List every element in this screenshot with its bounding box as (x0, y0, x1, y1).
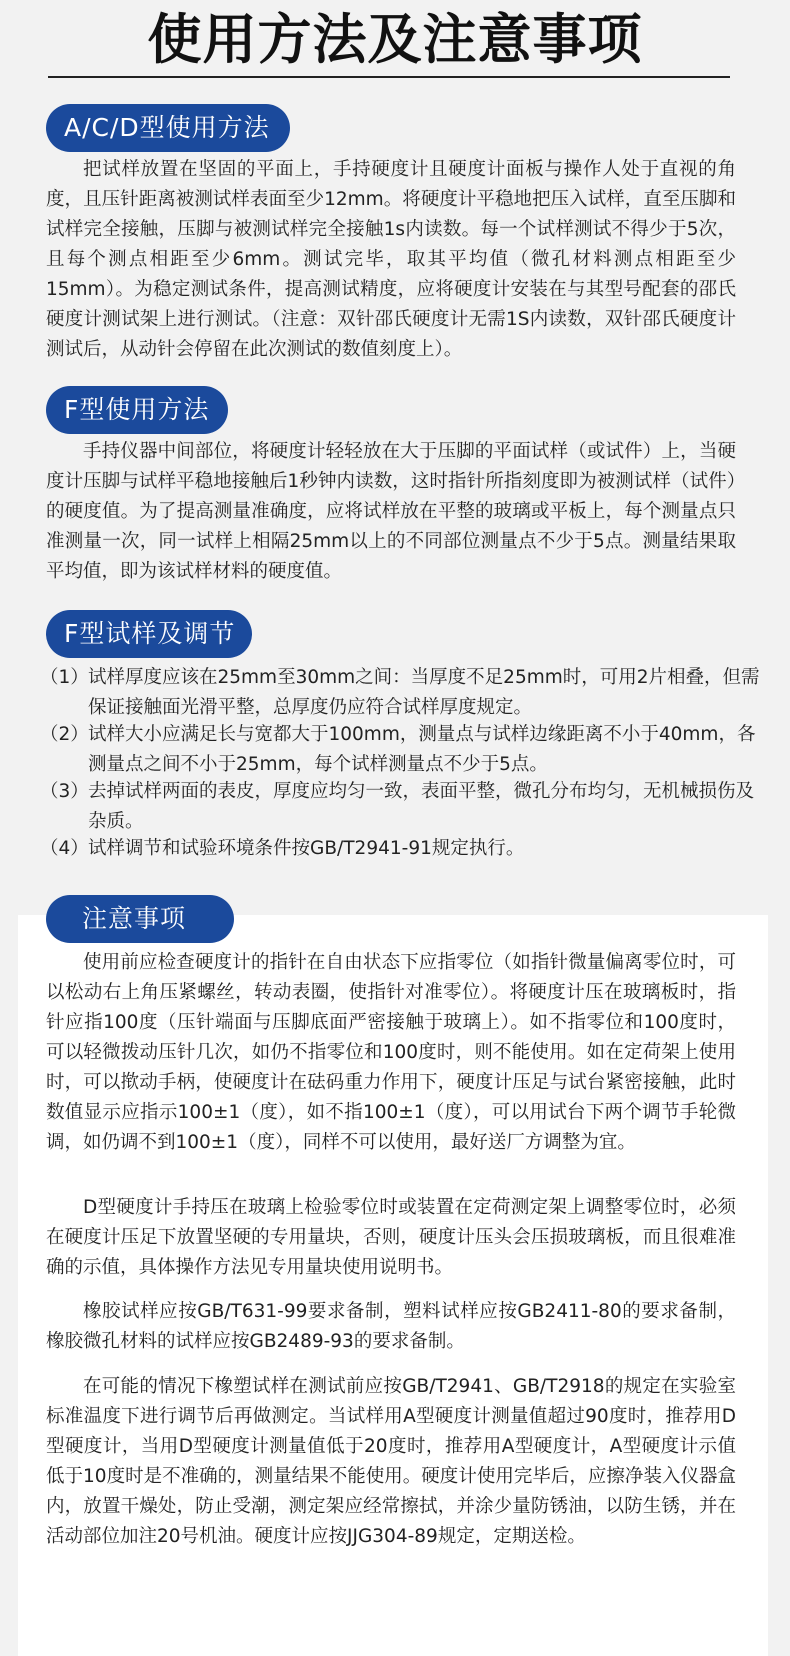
list-item-text: 去掉试样两面的表皮，厚度应均匀一致，表面平整，微孔分布均匀，无机械损伤及杂质。 (88, 781, 755, 832)
notes-paragraph: 使用前应检查硬度计的指针在自由状态下应指零位（如指针微量偏离零位时，可以松动右上角压紧螺丝，转动表圈，使指针对准零位）。将硬度计压在玻璃板时，指针应指100度（压针端面与压脚底面严密接触于玻璃上）。如不指零位和100度时，可以轻微拨动压针几次，如仍不指零位和100度时，则不能使用。如在定荷架上使用时，可以揿动手柄，使硬度计在砝码重力作用下，硬度计压足与试台紧密接触，此时数值显示应指示100±1（度），如不指100±1（度），可以用试台下两个调节手轮微调，如仍调不到100±1（度），同样不可以使用，最好送厂方调整为宜。 (46, 952, 736, 1153)
list-item-text: 试样调节和试验环境条件按GB/T2941-91规定执行。 (88, 838, 525, 859)
list-item-number: （2） (40, 724, 89, 745)
notes-paragraph: 在可能的情况下橡塑试样在测试前应按GB/T2941、GB/T2918的规定在实验室标准温度下进行调节后再做测定。当试样用A型硬度计测量值超过90度时，推荐用D型硬度计，当用D型硬度计测量值低于20度时，推荐用A型硬度计，A型硬度计示值低于10度时是不准确的，测量结果不能使用。硬度计使用完毕后，应擦净装入仪器盒内，放置干燥处，防止受潮，测定架应经常擦拭，并涂少量防锈油，以防生锈，并在活动部位加注20号机油。硬度计应按JJG304-89规定，定期送检。 (46, 1376, 736, 1547)
list-item (40, 834, 760, 864)
acd-usage-body: 把试样放置在坚固的平面上，手持硬度计且硬度计面板与操作人处于直视的角度，且压针距离被测试样表面至少12mm。将硬度计平稳地把压入试样，直至压脚和试样完全接触，压脚与被测试样完全接触1s内读数。每一个试样测试不得少于5次，且每个测点相距至少6mm。测试完毕，取其平均值（微孔材料测点相距至少15mm）。为稳定测试条件，提高测试精度，应将硬度计安装在与其型号配套的邵氏硬度计测试架上进行测试。（注意：双针邵氏硬度计无需1S内读数，双针邵氏硬度计测试后，从动针会停留在此次测试的数值刻度上）。 (46, 159, 736, 360)
list-item-text: 试样大小应满足长与宽都大于100mm，测量点与试样边缘距离不小于40mm，各测量点之间不小于25mm，每个试样测量点不少于5点。 (88, 724, 756, 775)
section-heading-acd-usage: A/C/D型使用方法 (46, 104, 290, 152)
list-item-number: （1） (40, 667, 89, 688)
title-divider (48, 76, 730, 78)
section-heading-f-usage: F型使用方法 (46, 386, 228, 434)
list-item (40, 663, 760, 723)
list-item-number: （3） (40, 781, 89, 802)
f-usage-body: 手持仪器中间部位，将硬度计轻轻放在大于压脚的平面试样（或试件）上，当硬度计压脚与试样平稳地接触后1秒钟内读数，这时指针所指刻度即为被测试样（试件）的硬度值。为了提高测量准确度，应将试样放在平整的玻璃或平板上，每个测量点只准测量一次，同一试样上相隔25mm以上的不同部位测量点不少于5点。测量结果取平均值，即为该试样材料的硬度值。 (46, 441, 736, 582)
notes-paragraph: D型硬度计手持压在玻璃上检验零位时或装置在定荷测定架上调整零位时，必须在硬度计压足下放置坚硬的专用量块，否则，硬度计压头会压损玻璃板，而且很难准确的示值，具体操作方法见专用量块使用说明书。 (46, 1197, 736, 1278)
list-item-text: 试样厚度应该在25mm至30mm之间：当厚度不足25mm时，可用2片相叠，但需保证接触面光滑平整，总厚度仍应符合试样厚度规定。 (88, 667, 760, 718)
list-item (40, 720, 760, 780)
list-item (40, 777, 760, 837)
section-heading-notes: 注意事项 (46, 895, 234, 943)
section-heading-f-sample: F型试样及调节 (46, 610, 252, 658)
list-item-number: （4） (40, 838, 89, 859)
page-title: 使用方法及注意事项 (147, 8, 643, 71)
notes-paragraph: 橡胶试样应按GB/T631-99要求备制，塑料试样应按GB2411-80的要求备制，橡胶微孔材料的试样应按GB2489-93的要求备制。 (46, 1301, 736, 1352)
